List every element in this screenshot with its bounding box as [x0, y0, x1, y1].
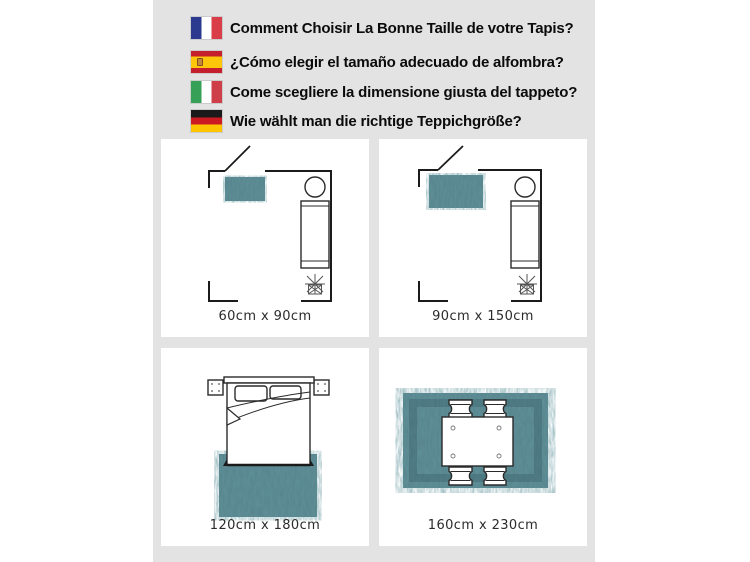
header-text-german: Wie wählt man die richtige Teppichgröße? — [230, 112, 522, 130]
side-table — [305, 177, 325, 197]
bedroom-floorplan-medium-diagram — [379, 139, 587, 337]
chair-top-left — [449, 400, 472, 418]
rug-size-label: 60cm x 90cm — [218, 309, 312, 324]
rug-size-label: 120cm x 180cm — [209, 518, 321, 533]
nightstand-right — [314, 380, 329, 395]
spain-flag-icon — [191, 51, 222, 73]
side-table — [515, 177, 535, 197]
card-bed-with-rug — [161, 348, 369, 546]
gray-panel — [153, 0, 595, 562]
door-swing — [438, 146, 463, 170]
germany-flag-icon — [191, 110, 222, 132]
rug-size-label: 90cm x 150cm — [432, 309, 534, 324]
card-bedroom-small-rug — [161, 139, 369, 337]
dining-rug-diagram — [379, 348, 587, 546]
bed — [511, 201, 539, 268]
potted-plant — [517, 274, 537, 294]
bed — [223, 377, 314, 466]
pillow-left — [235, 386, 267, 401]
chair-bottom-right — [484, 467, 506, 485]
potted-plant — [305, 274, 325, 294]
dining-table — [442, 417, 513, 466]
header-row-german — [191, 110, 522, 132]
bedroom-floorplan-small-diagram — [161, 139, 369, 337]
header-row-spanish — [191, 51, 564, 73]
nightstand-left — [208, 380, 223, 395]
door-swing — [225, 146, 250, 171]
header-text-spanish: ¿Cómo elegir el tamaño adecuado de alfombra? — [230, 53, 564, 71]
card-dining-table-rug — [379, 348, 587, 546]
header-row-italian — [191, 81, 577, 103]
chair-top-right — [484, 400, 506, 418]
header-row-french — [191, 17, 573, 39]
teal-rug — [225, 177, 265, 201]
card-bedroom-medium-rug — [379, 139, 587, 337]
italy-flag-icon — [191, 81, 222, 103]
header-text-italian: Come scegliere la dimensione giusta del tappeto? — [230, 83, 578, 101]
bed — [301, 201, 329, 268]
bed-rug-diagram — [161, 348, 369, 546]
rug-size-label: 160cm x 230cm — [427, 518, 539, 533]
header-text-french: Comment Choisir La Bonne Taille de votre Tapis? — [230, 19, 574, 37]
chair-bottom-left — [449, 467, 472, 485]
teal-rug — [429, 175, 483, 208]
france-flag-icon — [191, 17, 222, 39]
